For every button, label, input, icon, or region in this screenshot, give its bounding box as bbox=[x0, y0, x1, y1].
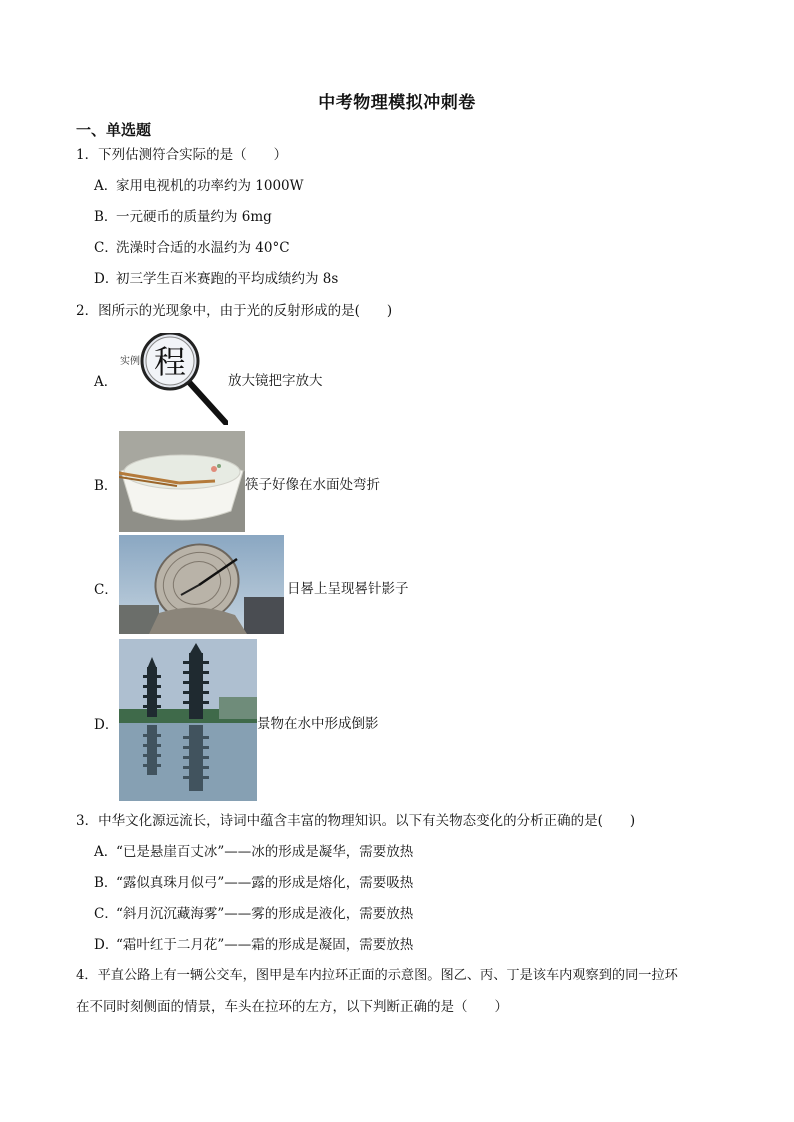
question-1-option-b[interactable] bbox=[94, 208, 272, 226]
question-2-stem: 2．图所示的光现象中，由于光的反射形成的是( ) bbox=[76, 303, 393, 319]
option-text: 家用电视机的功率约为 1000W bbox=[116, 178, 304, 194]
question-2-option-a-caption: 放大镜把字放大 bbox=[228, 373, 323, 389]
option-label: B． bbox=[94, 209, 118, 225]
option-label: A． bbox=[94, 844, 118, 860]
option-label: D． bbox=[94, 271, 119, 287]
magnifier-image bbox=[118, 333, 228, 425]
option-label: B． bbox=[94, 875, 118, 891]
bowl-chopsticks-image bbox=[119, 431, 245, 532]
question-3-stem: 3．中华文化源远流长，诗词中蕴含丰富的物理知识。以下有关物态变化的分析正确的是( ) bbox=[76, 813, 636, 829]
sundial-image bbox=[119, 535, 284, 634]
option-label: A． bbox=[94, 178, 118, 194]
page-title: 中考物理模拟冲刺卷 bbox=[318, 93, 476, 113]
question-2-option-d-caption: 景物在水中形成倒影 bbox=[257, 716, 379, 732]
magnified-char: 程 bbox=[153, 343, 187, 381]
question-1-option-d[interactable] bbox=[94, 270, 338, 288]
question-3-option-d[interactable] bbox=[94, 936, 413, 954]
question-1-option-a[interactable] bbox=[94, 177, 304, 195]
question-2-option-c-label[interactable]: C． bbox=[94, 582, 118, 598]
option-label: C． bbox=[94, 906, 118, 922]
question-4-stem-line-2: 在不同时刻侧面的情景，车头在拉环的左方，以下判断正确的是（ ） bbox=[76, 999, 508, 1015]
question-1-option-c[interactable] bbox=[94, 239, 290, 257]
option-text: “露似真珠月似弓”——露的形成是熔化，需要吸热 bbox=[116, 875, 414, 891]
question-3-option-c[interactable] bbox=[94, 905, 413, 923]
option-label: C． bbox=[94, 240, 118, 256]
question-2-option-c-caption: 日晷上呈现晷针影子 bbox=[287, 581, 409, 597]
option-text: “已是悬崖百丈冰”——冰的形成是凝华，需要放热 bbox=[116, 844, 414, 860]
question-4-stem-line-1: 4．平直公路上有一辆公交车，图甲是车内拉环正面的示意图。图乙、丙、丁是该车内观察到的同一拉环 bbox=[76, 968, 678, 983]
small-text: 实例 bbox=[120, 356, 140, 367]
option-label: D． bbox=[94, 937, 119, 953]
question-1-stem: 1．下列估测符合实际的是（ ） bbox=[76, 147, 288, 163]
option-text: 洗澡时合适的水温约为 40°C bbox=[116, 240, 290, 256]
option-text: “霜叶红于二月花”——霜的形成是凝固，需要放热 bbox=[116, 937, 414, 953]
option-text: 初三学生百米赛跑的平均成绩约为 8s bbox=[116, 271, 339, 287]
question-2-option-d-label[interactable]: D． bbox=[94, 717, 119, 733]
pagoda-reflection-image bbox=[119, 639, 257, 801]
question-2-option-b-label[interactable]: B． bbox=[94, 478, 118, 494]
option-text: 一元硬币的质量约为 6mg bbox=[116, 209, 272, 225]
question-2-option-b-caption: 筷子好像在水面处弯折 bbox=[245, 477, 380, 493]
question-3-option-a[interactable] bbox=[94, 843, 413, 861]
option-text: “斜月沉沉藏海雾”——雾的形成是液化，需要放热 bbox=[116, 906, 414, 922]
question-2-option-a-label[interactable]: A． bbox=[94, 374, 118, 390]
question-3-option-b[interactable] bbox=[94, 874, 413, 892]
section-heading: 一、单选题 bbox=[76, 121, 152, 139]
